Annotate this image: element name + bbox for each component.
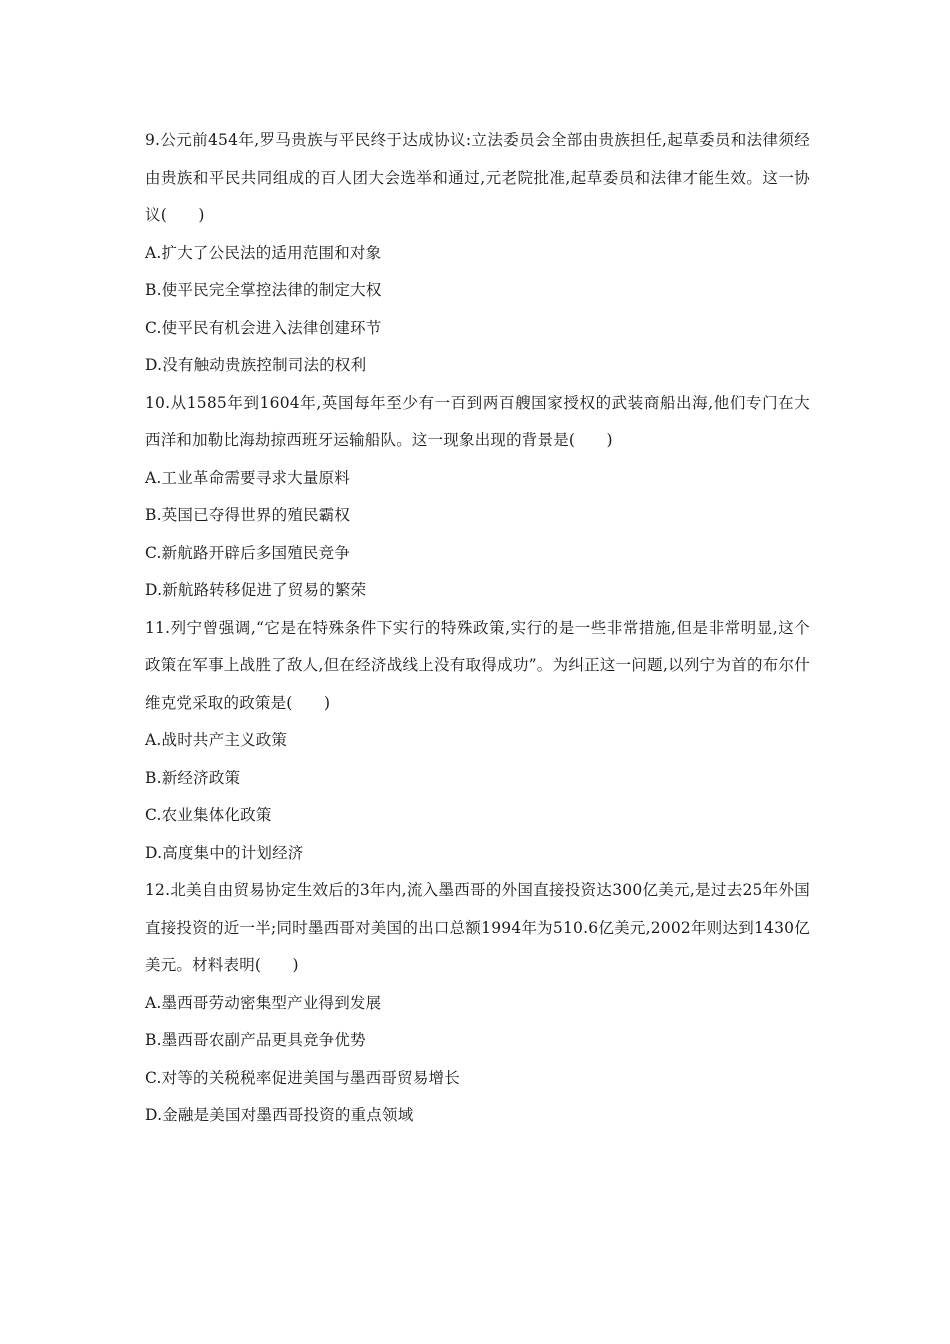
question-9 [145, 122, 810, 385]
option-c: C.新航路开辟后多国殖民竞争 [145, 543, 351, 562]
question-stem: 10.从1585年到1604年,英国每年至少有一百到两百艘国家授权的武装商船出海,他们专门在大西洋和加勒比海劫掠西班牙运输船队。这一现象出现的背景是( ) [145, 393, 810, 449]
option-d: D.新航路转移促进了贸易的繁荣 [145, 581, 367, 599]
option-b: B.新经济政策 [145, 768, 241, 787]
option-b: B.墨西哥农副产品更具竞争优势 [145, 1031, 366, 1049]
option-c: C.对等的关税税率促进美国与墨西哥贸易增长 [145, 1068, 460, 1087]
question-stem: 9.公元前454年,罗马贵族与平民终于达成协议:立法委员会全部由贵族担任,起草委员和法律须经由贵族和平民共同组成的百人团大会选举和通过,元老院批准,起草委员和法律才能生效。这一协议( ) [145, 131, 810, 224]
option-a: A.工业革命需要寻求大量原料 [145, 468, 350, 487]
option-a: A.墨西哥劳动密集型产业得到发展 [145, 993, 382, 1012]
option-b: B.使平民完全掌控法律的制定大权 [145, 281, 382, 299]
option-b: B.英国已夺得世界的殖民霸权 [145, 506, 351, 524]
option-c: C.使平民有机会进入法律创建环节 [145, 318, 382, 337]
option-c: C.农业集体化政策 [145, 806, 272, 824]
option-a: A.扩大了公民法的适用范围和对象 [145, 243, 382, 262]
question-11 [145, 610, 810, 873]
question-12 [145, 872, 810, 1135]
option-d: D.没有触动贵族控制司法的权利 [145, 356, 367, 374]
question-stem: 11.列宁曾强调,“它是在特殊条件下实行的特殊政策,实行的是一些非常措施,但是非常明显,这个政策在军事上战胜了敌人,但在经济战线上没有取得成功”。为纠正这一问题,以列宁为首的布尔什维克党采取的政策是( ) [145, 618, 810, 712]
option-d: D.金融是美国对墨西哥投资的重点领域 [145, 1106, 414, 1124]
question-stem: 12.北美自由贸易协定生效后的3年内,流入墨西哥的外国直接投资达300亿美元,是过去25年外国直接投资的近一半;同时墨西哥对美国的出口总额1994年为510.6亿美元,2002年则达到1430亿美元。材料表明( ) [145, 881, 810, 974]
document-page [145, 122, 810, 1135]
question-10 [145, 385, 810, 610]
option-d: D.高度集中的计划经济 [145, 843, 304, 862]
option-a: A.战时共产主义政策 [145, 731, 288, 749]
